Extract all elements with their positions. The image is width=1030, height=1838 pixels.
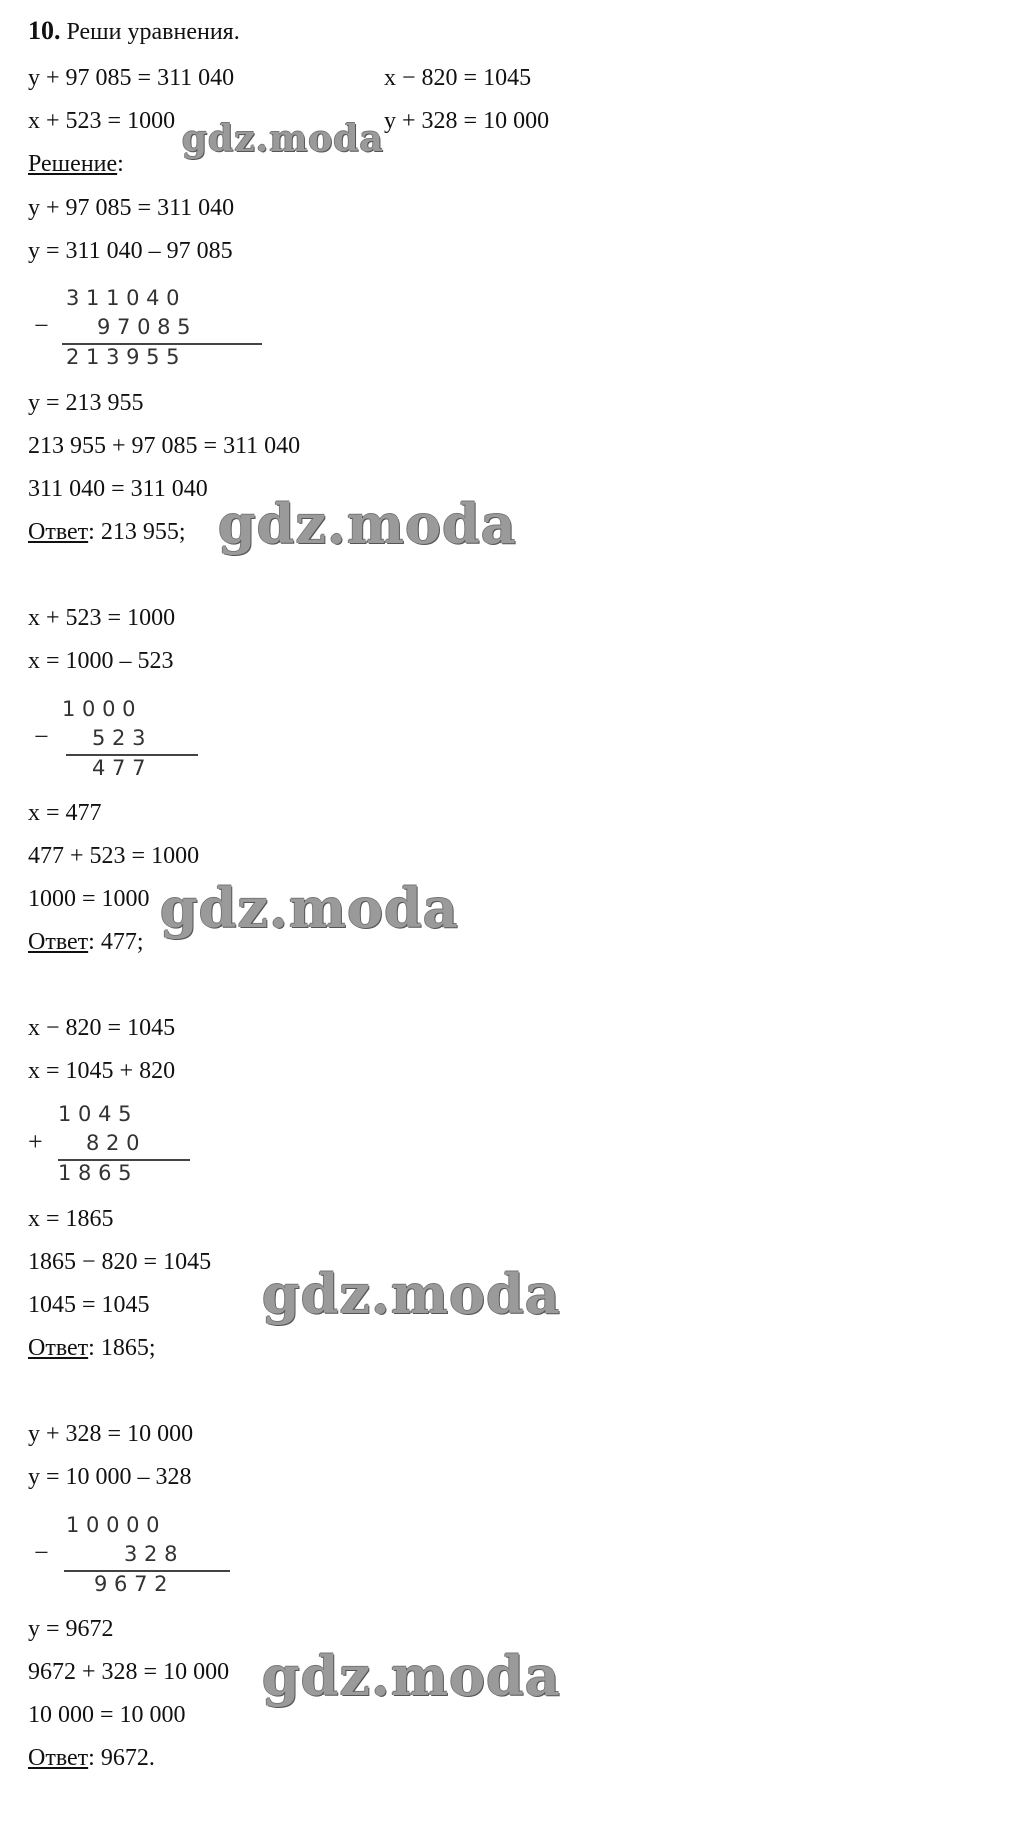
task-number: 10. [28,16,61,45]
block-4-column-top: 1 0 0 0 0 [66,1513,160,1537]
block-3-equation: x − 820 = 1045 [28,1015,176,1041]
block-1-root: y = 213 955 [28,390,144,416]
block-1-check-result: 311 040 = 311 040 [28,476,208,502]
task-equation-2: x − 820 = 1045 [384,65,532,91]
block-2-check-result: 1000 = 1000 [28,886,150,912]
block-3-answer [28,1333,156,1363]
watermark-logo: gdz.moda [160,876,459,940]
block-4-answer-value: : 9672. [88,1745,155,1771]
task-heading [28,16,240,47]
block-3-step: x = 1045 + 820 [28,1058,176,1084]
block-3-column-top: 1 0 4 5 [58,1102,132,1126]
block-2-answer-value: : 477; [88,929,144,955]
block-2-step: x = 1000 – 523 [28,648,174,674]
solution-heading [28,149,124,179]
block-2-column-sign: − [34,722,49,751]
block-3-column-sign: + [28,1127,43,1156]
block-3-column-result: 1 8 6 5 [58,1161,132,1185]
block-2-root: x = 477 [28,800,102,826]
block-4-equation: y + 328 = 10 000 [28,1421,194,1447]
block-1-answer-value: : 213 955; [88,519,186,545]
block-2-column-result: 4 7 7 [92,756,146,780]
watermark-logo: gdz.moda [262,1262,561,1326]
block-3-root: x = 1865 [28,1206,114,1232]
block-4-answer [28,1743,155,1773]
watermark-logo: gdz.moda [262,1644,561,1708]
block-2-answer [28,927,144,957]
block-3-check: 1865 − 820 = 1045 [28,1249,212,1275]
watermark-logo: gdz.moda [218,492,517,556]
block-4-root: y = 9672 [28,1616,114,1642]
block-1-column-result: 2 1 3 9 5 5 [66,345,180,369]
task-equation-4: y + 328 = 10 000 [384,108,550,134]
block-1-equation: y + 97 085 = 311 040 [28,195,235,221]
answer-label: Ответ [28,929,89,955]
watermark-logo: gdz.moda [182,118,384,160]
task-equation-3: x + 523 = 1000 [28,108,176,134]
block-1-step: y = 311 040 – 97 085 [28,238,233,264]
block-2-column-top: 1 0 0 0 [62,697,136,721]
answer-label: Ответ [28,1335,89,1361]
solution-label: Решение [28,151,118,177]
block-4-step: y = 10 000 – 328 [28,1464,192,1490]
solution-colon: : [117,151,124,177]
task-title: Реши уравнения. [66,19,240,45]
block-4-check: 9672 + 328 = 10 000 [28,1659,230,1685]
block-3-check-result: 1045 = 1045 [28,1292,150,1318]
block-1-check: 213 955 + 97 085 = 311 040 [28,433,301,459]
block-3-answer-value: : 1865; [88,1335,156,1361]
task-equation-1: y + 97 085 = 311 040 [28,65,235,91]
answer-label: Ответ [28,1745,89,1771]
block-4-column-middle: 3 2 8 [124,1542,178,1566]
block-1-column-sign: − [34,311,49,340]
block-1-column-middle: 9 7 0 8 5 [97,315,191,339]
block-2-equation: x + 523 = 1000 [28,605,176,631]
block-2-check: 477 + 523 = 1000 [28,843,200,869]
block-1-column-top: 3 1 1 0 4 0 [66,286,180,310]
answer-label: Ответ [28,519,89,545]
block-1-answer [28,517,186,547]
block-4-check-result: 10 000 = 10 000 [28,1702,186,1728]
block-3-column-middle: 8 2 0 [86,1131,140,1155]
block-4-column-sign: − [34,1538,49,1567]
block-2-column-middle: 5 2 3 [92,726,146,750]
block-4-column-result: 9 6 7 2 [94,1572,168,1596]
